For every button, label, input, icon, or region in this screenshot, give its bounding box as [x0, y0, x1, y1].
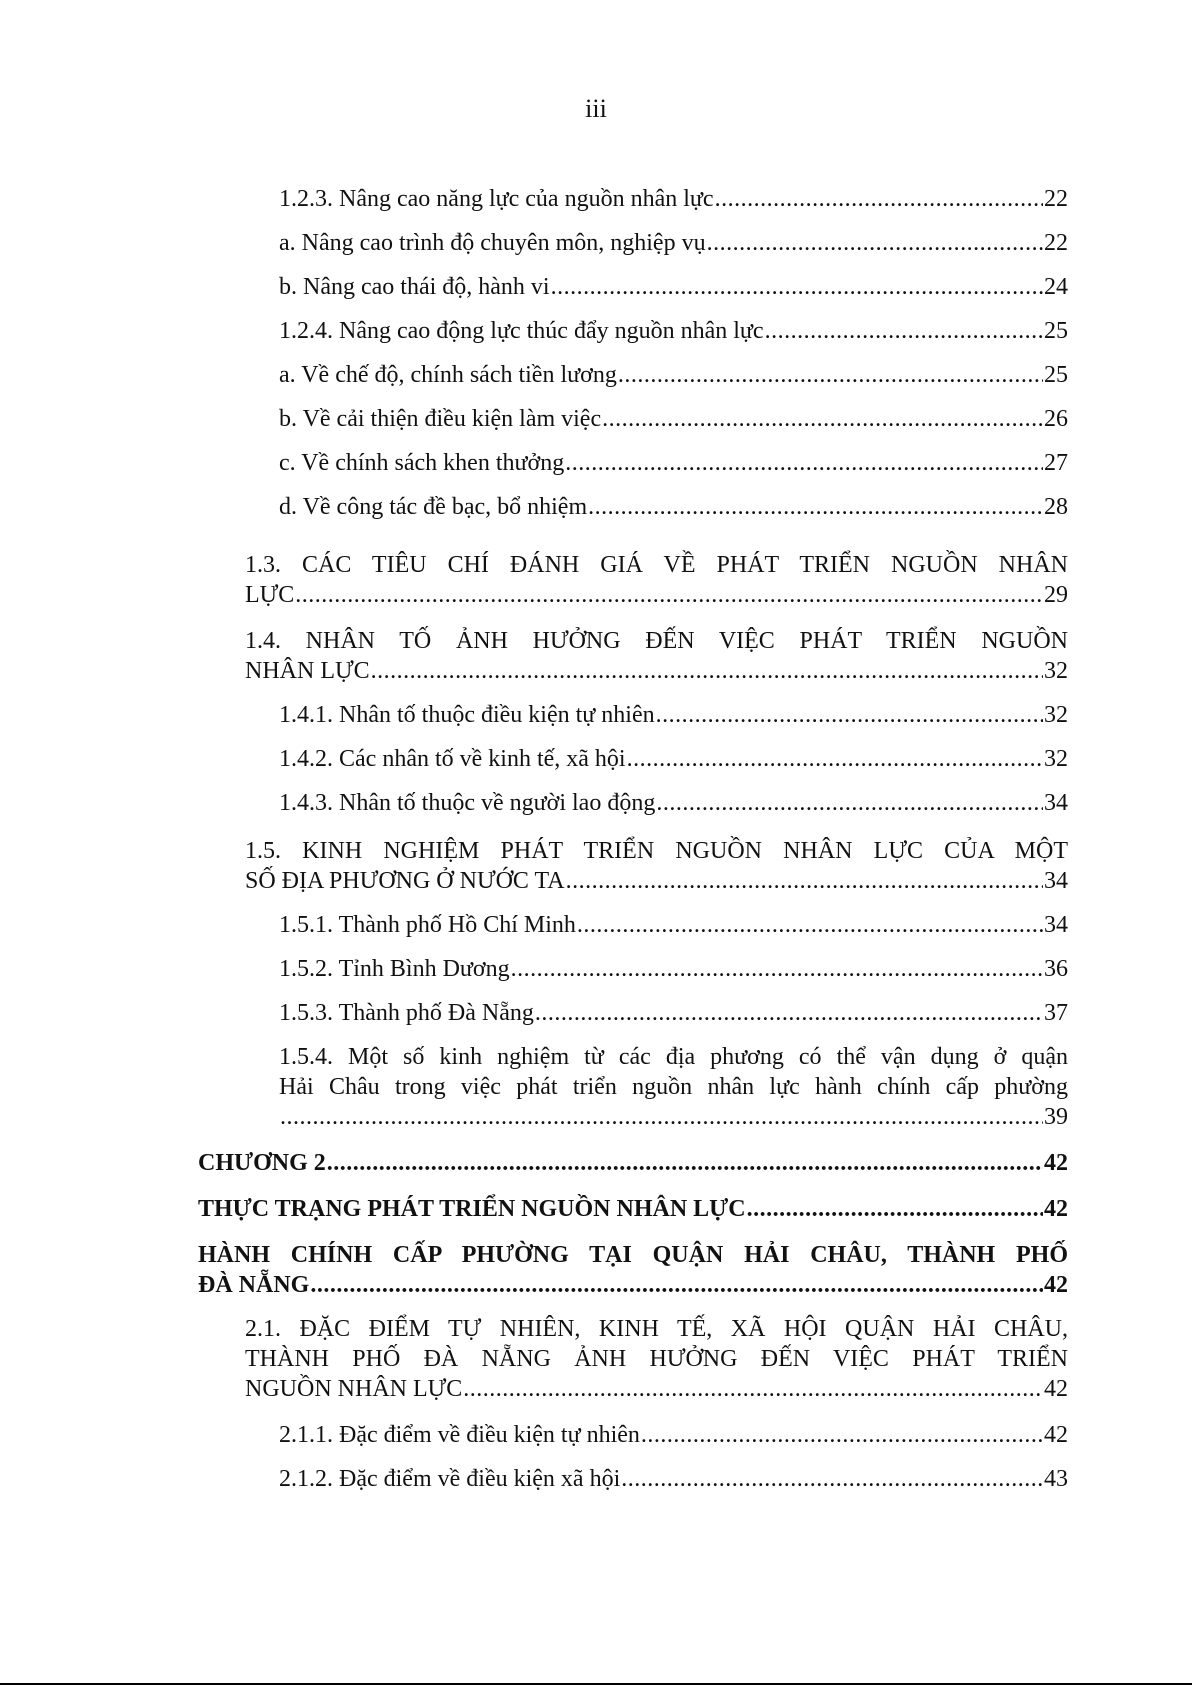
- toc-entry-title: CHƯƠNG 2: [198, 1150, 326, 1176]
- toc-entry-title: NGUỒN NHÂN LỰC: [245, 1376, 463, 1402]
- dot-leader: [621, 1464, 1043, 1494]
- toc-entry-title-line: 1.4. NHÂN TỐ ẢNH HƯỞNG ĐẾN VIỆC PHÁT TRIỂN NGUỒN: [245, 628, 1068, 654]
- toc-entry-title-line: Hải Châu trong việc phát triển nguồn nhân lực hành chính cấp phường: [279, 1074, 1068, 1100]
- toc-entry[interactable]: [279, 448, 1068, 478]
- dot-leader: [765, 316, 1043, 346]
- dot-leader: [577, 910, 1043, 940]
- toc-entry-page: 34: [1044, 790, 1068, 816]
- toc-entry-title: 1.2.3. Nâng cao năng lực của nguồn nhân lực: [279, 186, 714, 212]
- dot-leader: [747, 1194, 1043, 1224]
- toc-entry-page: 32: [1044, 658, 1068, 684]
- toc-entry-page: 28: [1044, 494, 1068, 520]
- toc-entry[interactable]: [279, 954, 1068, 984]
- toc-entry-title-line: THÀNH PHỐ ĐÀ NẴNG ẢNH HƯỞNG ĐẾN VIỆC PHÁT TRIỂN: [245, 1346, 1068, 1372]
- toc-entry-page: 42: [1044, 1422, 1068, 1448]
- toc-entry-page: 29: [1044, 582, 1068, 608]
- toc-entry[interactable]: [245, 836, 1068, 896]
- dot-leader: [310, 1270, 1043, 1300]
- toc-entry-page: 24: [1044, 274, 1068, 300]
- toc-entry-title: LỰC: [245, 582, 295, 608]
- toc-entry-title: 1.4.2. Các nhân tố về kinh tế, xã hội: [279, 746, 626, 772]
- toc-entry-page: 39: [1044, 1104, 1068, 1130]
- dot-leader: [295, 580, 1043, 610]
- toc-entry-title-line: 2.1. ĐẶC ĐIỂM TỰ NHIÊN, KINH TẾ, XÃ HỘI QUẬN HẢI CHÂU,: [245, 1316, 1068, 1342]
- dot-leader: [371, 656, 1043, 686]
- toc-chapter[interactable]: [198, 1194, 1068, 1224]
- toc-entry-title-line: HÀNH CHÍNH CẤP PHƯỜNG TẠI QUẬN HẢI CHÂU, THÀNH PHỐ: [198, 1242, 1068, 1268]
- toc-entry-title: b. Về cải thiện điều kiện làm việc: [279, 406, 602, 432]
- dot-leader: [280, 1102, 1043, 1132]
- page-number: iii: [585, 94, 607, 123]
- toc-entry[interactable]: [279, 910, 1068, 940]
- toc-entry[interactable]: [279, 1464, 1068, 1494]
- toc-entry[interactable]: [245, 550, 1068, 610]
- toc-entry[interactable]: [279, 1420, 1068, 1450]
- toc-entry[interactable]: [279, 228, 1068, 258]
- toc-entry-page: 42: [1044, 1376, 1068, 1402]
- toc-entry[interactable]: [279, 700, 1068, 730]
- toc-entry-page: 36: [1044, 956, 1068, 982]
- dot-leader: [566, 866, 1043, 896]
- toc-entry[interactable]: [279, 360, 1068, 390]
- toc-entry[interactable]: [279, 184, 1068, 214]
- toc-entry-title: THỰC TRẠNG PHÁT TRIỂN NGUỒN NHÂN LỰC: [198, 1196, 746, 1222]
- dot-leader: [511, 954, 1043, 984]
- dot-leader: [627, 744, 1043, 774]
- dot-leader: [327, 1148, 1043, 1178]
- dot-leader: [463, 1374, 1043, 1404]
- toc-entry[interactable]: [279, 404, 1068, 434]
- toc-entry-title: a. Nâng cao trình độ chuyên môn, nghiệp vụ: [279, 230, 706, 256]
- toc-entry-page: 37: [1044, 1000, 1068, 1026]
- toc-entry-page: 25: [1044, 362, 1068, 388]
- dot-leader: [641, 1420, 1043, 1450]
- toc-entry-title: 2.1.2. Đặc điểm về điều kiện xã hội: [279, 1466, 621, 1492]
- toc-entry-title-line: 1.3. CÁC TIÊU CHÍ ĐÁNH GIÁ VỀ PHÁT TRIỂN NGUỒN NHÂN: [245, 552, 1068, 578]
- toc-entry-page: 27: [1044, 450, 1068, 476]
- toc-entry-title: d. Về công tác đề bạc, bổ nhiệm: [279, 494, 588, 520]
- toc-entry-title: 1.4.1. Nhân tố thuộc điều kiện tự nhiên: [279, 702, 655, 728]
- toc-entry-page: 26: [1044, 406, 1068, 432]
- toc-entry-page: 42: [1044, 1272, 1068, 1298]
- toc-entry[interactable]: [245, 1314, 1068, 1404]
- toc-entry-title-line: 1.5. KINH NGHIỆM PHÁT TRIỂN NGUỒN NHÂN LỰC CỦA MỘT: [245, 838, 1068, 864]
- toc-entry-title: SỐ ĐỊA PHƯƠNG Ở NƯỚC TA: [245, 868, 565, 894]
- dot-leader: [656, 700, 1043, 730]
- toc-entry-page: 34: [1044, 868, 1068, 894]
- dot-leader: [656, 788, 1043, 818]
- toc-entry[interactable]: [279, 492, 1068, 522]
- toc-entry-title: c. Về chính sách khen thưởng: [279, 450, 565, 476]
- toc-entry-title: 2.1.1. Đặc điểm về điều kiện tự nhiên: [279, 1422, 640, 1448]
- toc-entry-title: 1.5.3. Thành phố Đà Nẵng: [279, 1000, 534, 1026]
- dot-leader: [707, 228, 1043, 258]
- dot-leader: [715, 184, 1043, 214]
- toc-entry[interactable]: [279, 788, 1068, 818]
- toc-chapter[interactable]: [198, 1148, 1068, 1178]
- dot-leader: [602, 404, 1043, 434]
- toc-entry-page: 32: [1044, 746, 1068, 772]
- toc-entry[interactable]: [279, 998, 1068, 1028]
- toc-entry-page: 32: [1044, 702, 1068, 728]
- dot-leader: [551, 272, 1043, 302]
- toc-entry-page: 25: [1044, 318, 1068, 344]
- toc-entry-page: 43: [1044, 1466, 1068, 1492]
- dot-leader: [565, 448, 1043, 478]
- dot-leader: [535, 998, 1043, 1028]
- toc-entry[interactable]: [279, 1042, 1068, 1132]
- toc-entry-title: ĐÀ NẴNG: [198, 1272, 310, 1298]
- toc-entry-title: NHÂN LỰC: [245, 658, 370, 684]
- toc-entry[interactable]: [245, 626, 1068, 686]
- dot-leader: [618, 360, 1043, 390]
- toc-entry-page: 34: [1044, 912, 1068, 938]
- toc-entry-title-line: 1.5.4. Một số kinh nghiệm từ các địa phương có thể vận dụng ở quận: [279, 1044, 1068, 1070]
- toc-entry-page: 42: [1044, 1150, 1068, 1176]
- toc-entry[interactable]: [279, 744, 1068, 774]
- toc-entry-title: 1.5.1. Thành phố Hồ Chí Minh: [279, 912, 576, 938]
- toc-entry-title: a. Về chế độ, chính sách tiền lương: [279, 362, 617, 388]
- toc-entry-page: 42: [1044, 1196, 1068, 1222]
- dot-leader: [588, 492, 1043, 522]
- toc-entry-page: 22: [1044, 186, 1068, 212]
- toc-entry[interactable]: [279, 272, 1068, 302]
- toc-entry-title: 1.2.4. Nâng cao động lực thúc đẩy nguồn nhân lực: [279, 318, 764, 344]
- toc-entry-title: 1.5.2. Tỉnh Bình Dương: [279, 956, 510, 982]
- toc-chapter[interactable]: [198, 1240, 1068, 1300]
- toc-entry-title: b. Nâng cao thái độ, hành vi: [279, 274, 550, 300]
- toc-entry-page: 22: [1044, 230, 1068, 256]
- toc-entry-title: 1.4.3. Nhân tố thuộc về người lao động: [279, 790, 656, 816]
- toc-entry[interactable]: [279, 316, 1068, 346]
